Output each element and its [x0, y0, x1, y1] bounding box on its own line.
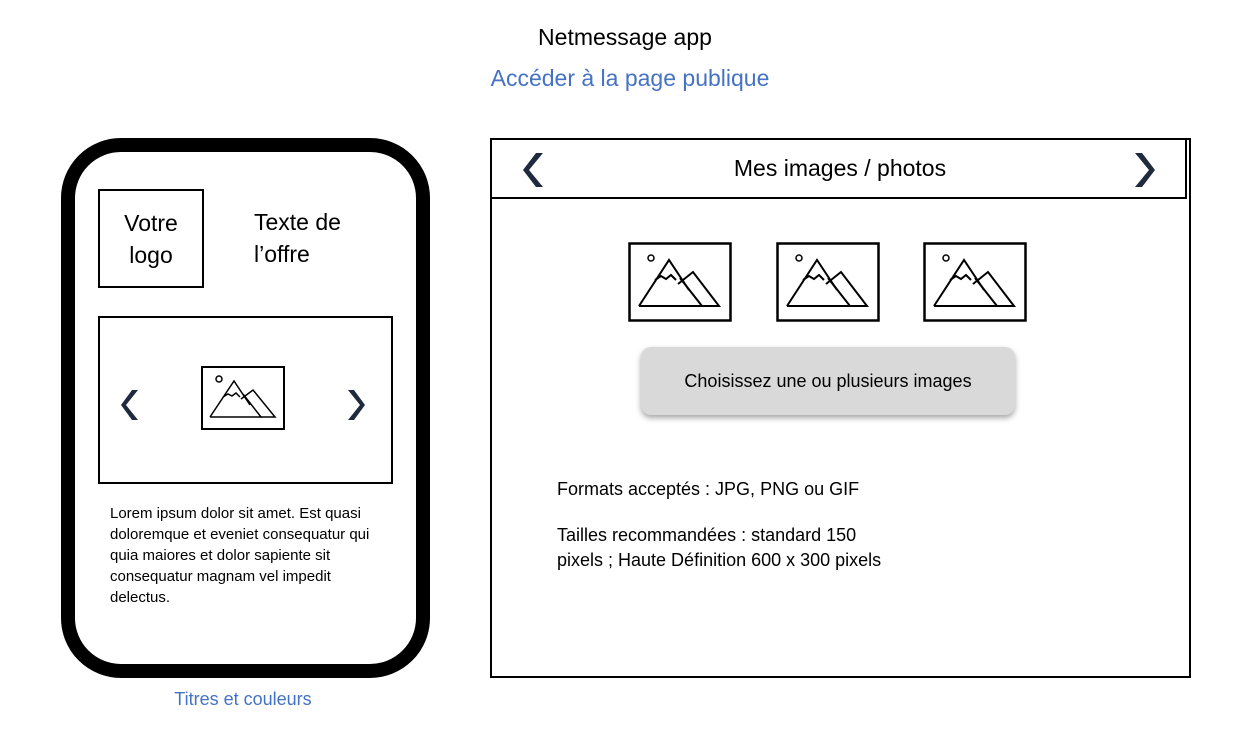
recommended-sizes-line2: pixels ; Haute Définition 600 x 300 pixels	[557, 550, 882, 570]
image-thumbnail-1[interactable]	[628, 242, 732, 322]
image-thumbnail-3[interactable]	[923, 242, 1027, 322]
image-placeholder-icon	[201, 366, 285, 430]
image-thumbnail-2[interactable]	[776, 242, 880, 322]
public-page-link[interactable]: Accéder à la page publique	[490, 65, 770, 91]
accepted-formats-text: Formats acceptés : JPG, PNG ou GIF	[557, 479, 860, 499]
offer-text: Texte de l’offre	[254, 209, 341, 267]
logo-placeholder-label: Votre logo	[124, 209, 178, 268]
offer-description: Lorem ipsum dolor sit amet. Est quasi doloremque et eveniet consequatur qui quia maiores et dolor sapiente sit consequatur magnam vel impedit delectus.	[110, 505, 370, 606]
choose-images-label: Choisissez une ou plusieurs images	[684, 370, 972, 391]
chevron-left-icon[interactable]	[118, 388, 146, 422]
titles-colors-link[interactable]: Titres et couleurs	[174, 689, 312, 709]
gallery-title: Mes images / photos	[733, 155, 947, 181]
chevron-right-icon[interactable]	[340, 388, 368, 422]
choose-images-button[interactable]	[641, 347, 1015, 415]
chevron-right-icon[interactable]	[1127, 151, 1159, 189]
logo-placeholder[interactable]	[98, 189, 204, 288]
recommended-sizes-line1: Tailles recommandées : standard 150	[557, 525, 857, 545]
app-title: Netmessage app	[538, 24, 712, 50]
